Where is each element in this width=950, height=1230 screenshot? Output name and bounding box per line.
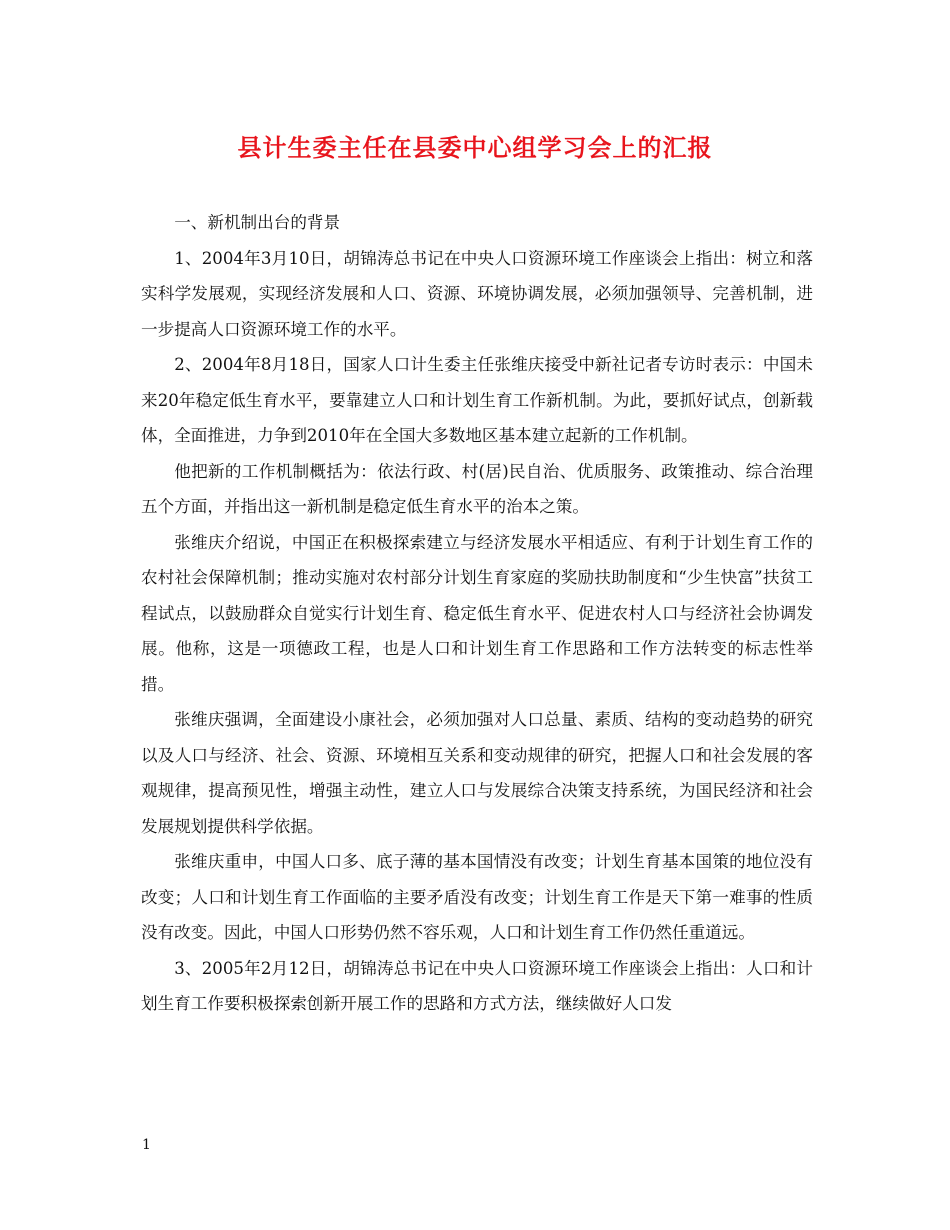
document-body [141,205,813,1022]
body-paragraph: 张维庆介绍说，中国正在积极探索建立与经济发展水平相适应、有利于计划生育工作的农村社会保障机制；推动实施对农村部分计划生育家庭的奖励扶助制度和“少生快富”扶贫工程试点，以鼓励群众自觉实行计划生育、稳定低生育水平、促进农村人口与经济社会协调发展。他称，这是一项德政工程，也是人口和计划生育工作思路和工作方法转变的标志性举措。 [141,532,813,694]
body-paragraph: 1、2004年3月10日，胡锦涛总书记在中央人口资源环境工作座谈会上指出：树立和落实科学发展观，实现经济发展和人口、资源、环境协调发展，必须加强领导、完善机制，进一步提高人口资源环境工作的水平。 [141,248,813,339]
body-paragraph: 2、2004年8月18日，国家人口计生委主任张维庆接受中新社记者专访时表示：中国未来20年稳定低生育水平，要靠建立人口和计划生育工作新机制。为此，要抓好试点，创新载体，全面推进，力争到2010年在全国大多数地区基本建立起新的工作机制。 [141,355,813,445]
body-paragraph: 张维庆强调，全面建设小康社会，必须加强对人口总量、素质、结构的变动趋势的研究以及人口与经济、社会、资源、环境相互关系和变动规律的研究，把握人口和社会发展的客观规律，提高预见性，增强主动性，建立人口与发展综合决策支持系统，为国民经济和社会发展规划提供科学依据。 [141,710,813,836]
body-paragraph: 张维庆重申，中国人口多、底子薄的基本国情没有改变；计划生育基本国策的地位没有改变；人口和计划生育工作面临的主要矛盾没有改变；计划生育工作是天下第一难事的性质没有改变。因此，中国人口形势仍然不容乐观，人口和计划生育工作仍然任重道远。 [141,852,813,942]
body-paragraph: 他把新的工作机制概括为：依法行政、村(居)民自治、优质服务、政策推动、综合治理五个方面，并指出这一新机制是稳定低生育水平的治本之策。 [141,461,813,516]
section-heading: 一、新机制出台的背景 [174,213,341,232]
body-paragraph: 3、2005年2月12日，胡锦涛总书记在中央人口资源环境工作座谈会上指出：人口和计划生育工作要积极探索创新开展工作的思路和方式方法，继续做好人口发 [141,958,813,1013]
page-number: 1 [142,1137,151,1153]
document-title: 县计生委主任在县委中心组学习会上的汇报 [237,134,713,162]
